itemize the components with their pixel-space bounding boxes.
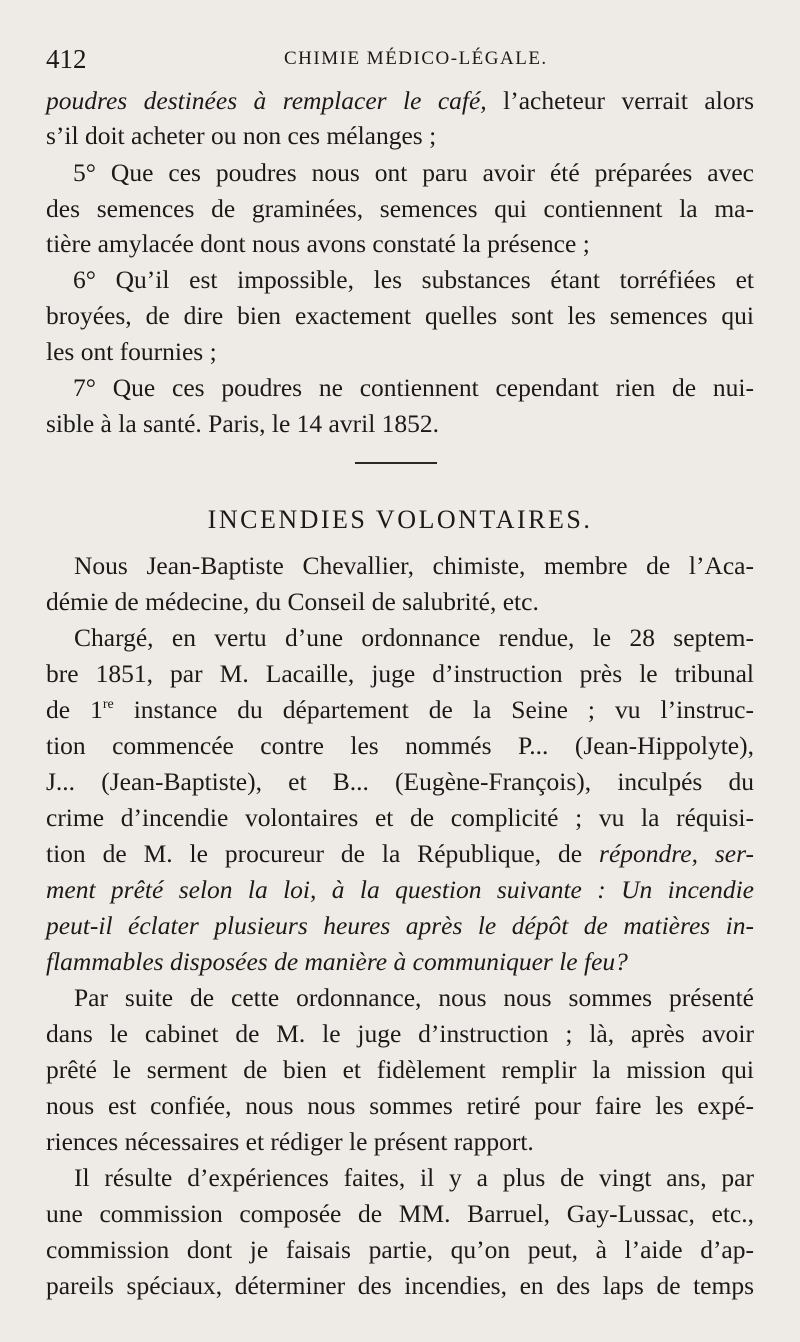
text-line: commission dont je faisais partie, qu’on peut, à l’aide d’ap- <box>46 1235 754 1264</box>
text-line: J... (Jean-Baptiste), et B... (Eugène-François), inculpés du <box>46 767 754 796</box>
text-line: tion commencée contre les nommés P... (Jean-Hippolyte), <box>46 731 754 760</box>
text-line: sible à la santé. Paris, le 14 avril 1852. <box>46 409 440 438</box>
text-line: une commission composée de MM. Barruel, Gay-Lussac, etc., <box>46 1199 754 1228</box>
text-line: riences nécessaires et rédiger le présent rapport. <box>46 1127 534 1156</box>
text-line: Chargé, en vertu d’une ordonnance rendue, le 28 septem- <box>74 623 754 652</box>
text-line: Nous Jean-Baptiste Chevallier, chimiste, membre de l’Aca- <box>74 551 754 580</box>
text-line: nous est confiée, nous nous sommes retiré pour faire les expé- <box>46 1091 754 1120</box>
text-line: Par suite de cette ordonnance, nous nous sommes présenté <box>74 983 754 1012</box>
text-line: flammables disposées de manière à communiquer le feu? <box>46 947 628 976</box>
page-number: 412 <box>46 44 87 74</box>
text-line: broyées, de dire bien exactement quelles sont les semences qui <box>46 301 754 330</box>
text-line: 6° Qu’il est impossible, les substances étant torréfiées et <box>73 265 754 294</box>
text-line: ment prêté selon la loi, à la question suivante : Un incendie <box>46 875 754 904</box>
text-line: poudres destinées à remplacer le café, l’acheteur verrait alors <box>46 86 754 115</box>
text-line: peut-il éclater plusieurs heures après le dépôt de matières in- <box>46 911 754 940</box>
text-line: les ont fournies ; <box>46 337 217 366</box>
text-line: dans le cabinet de M. le juge d’instruction ; là, après avoir <box>46 1019 754 1048</box>
page-header <box>46 38 754 78</box>
text-line: crime d’incendie volontaires et de complicité ; vu la réquisi- <box>46 803 754 832</box>
text-line: 5° Que ces poudres nous ont paru avoir été préparées avec <box>73 158 754 187</box>
text-line: de 1re instance du département de la Seine ; vu l’instruc- <box>46 695 754 724</box>
text-line: prêté le serment de bien et fidèlement remplir la mission qui <box>46 1055 754 1084</box>
running-title: CHIMIE MÉDICO-LÉGALE. <box>284 48 548 69</box>
text-line: tière amylacée dont nous avons constaté la présence ; <box>46 229 590 258</box>
text-line: s’il doit acheter ou non ces mélanges ; <box>46 121 437 150</box>
text-line: pareils spéciaux, déterminer des incendies, en des laps de temps <box>46 1271 754 1300</box>
text-line: des semences de graminées, semences qui contiennent la ma- <box>46 194 754 223</box>
text-line: bre 1851, par M. Lacaille, juge d’instruction près le tribunal <box>46 659 754 688</box>
text-line: Il résulte d’expériences faites, il y a plus de vingt ans, par <box>74 1163 754 1192</box>
text-line: démie de médecine, du Conseil de salubrité, etc. <box>46 587 539 616</box>
section-title: INCENDIES VOLONTAIRES. <box>207 505 593 534</box>
text-line: 7° Que ces poudres ne contiennent cependant rien de nui- <box>73 373 754 402</box>
text-line: tion de M. le procureur de la République, de répondre, ser- <box>46 839 755 868</box>
section-divider <box>355 462 437 464</box>
